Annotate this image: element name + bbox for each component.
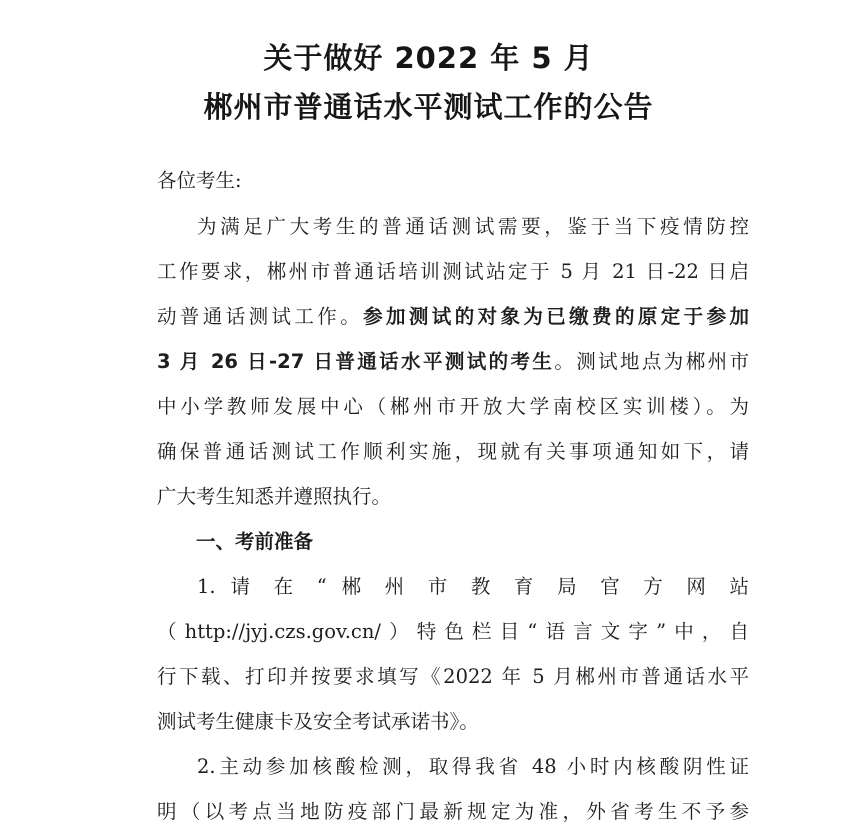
paragraph-line: 工作要求，郴州市普通话培训测试站定于 5 月 21 日-22 日启: [157, 260, 749, 283]
paragraph-line: 明（以考点当地防疫部门最新规定为准，外省考生不予参: [157, 800, 749, 823]
bold-text: 3 月 26 日-27 日普通话水平测试的考生: [157, 350, 555, 373]
paragraph-line: 测试考生健康卡及安全考试承诺书》。: [157, 710, 479, 733]
paragraph-line: 2.主动参加核酸检测，取得我省 48 小时内核酸阴性证: [197, 755, 749, 778]
section-heading: 一、考前准备: [196, 530, 314, 553]
paragraph-line: 确保普通话测试工作顺利实施，现就有关事项通知如下，请: [157, 440, 749, 463]
paragraph-line: 行下载、打印并按要求填写《2022 年 5 月郴州市普通话水平: [157, 665, 749, 688]
paragraph-line: 1. 请 在 “ 郴 州 市 教 育 局 官 方 网 站: [197, 575, 749, 598]
paragraph-line: 广大考生知悉并遵照执行。: [157, 485, 392, 508]
paragraph-text: 。测试地点为郴州市: [554, 350, 749, 373]
paragraph-line: （http://jyj.czs.gov.cn/）特色栏目“语言文字”中，自: [157, 620, 749, 643]
paragraph-line: [157, 347, 749, 377]
paragraph-line: [157, 302, 749, 332]
paragraph-line: 为满足广大考生的普通话测试需要，鉴于当下疫情防控: [197, 215, 749, 238]
notice-title-line-1: 关于做好 2022 年 5 月: [263, 41, 594, 75]
paragraph-text: 动普通话测试工作。: [157, 305, 364, 328]
salutation: 各位考生:: [157, 169, 242, 192]
notice-title-line-2: 郴州市普通话水平测试工作的公告: [203, 90, 654, 124]
paragraph-line: 中小学教师发展中心（郴州市开放大学南校区实训楼）。为: [157, 395, 749, 418]
bold-text: 参加测试的对象为已缴费的原定于参加: [363, 305, 749, 328]
